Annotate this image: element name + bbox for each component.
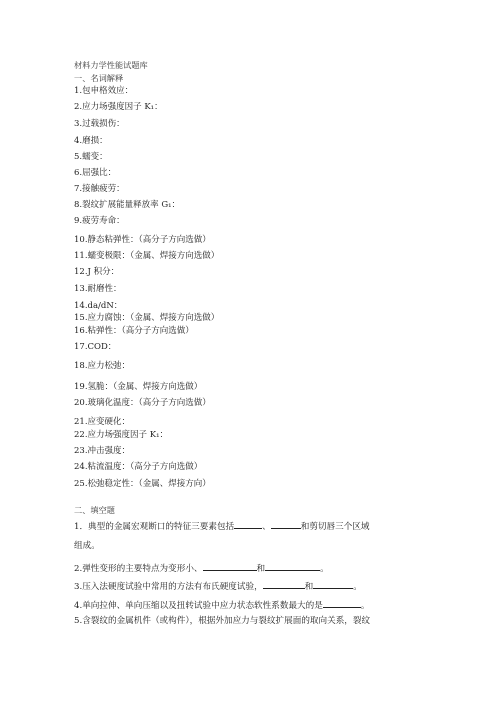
term-item: 12.J 积分： <box>74 267 120 277</box>
question-text: 4.单向拉伸、单向压缩以及扭转试验中应力状态软性系数最大的是 <box>74 601 323 611</box>
term-item: 3.过载损伤： <box>74 119 125 129</box>
term-item: 11.蠕变极限：（金属、焊接方向选做） <box>74 251 220 261</box>
section-heading-fill: 二、填空题 <box>74 505 115 515</box>
term-item: 18.应力松弛： <box>74 361 131 371</box>
term-item: 20.玻璃化温度：（高分子方向选做） <box>74 398 211 408</box>
term-item: 25.松弛稳定性：（金属、焊接方向） <box>74 479 211 489</box>
answer-blank <box>203 561 257 571</box>
term-item: 7.接触疲劳： <box>74 184 125 194</box>
fill-question-1-cont: 组成。 <box>74 541 100 551</box>
term-item: 10.静态粘弹性：（高分子方向选做） <box>74 235 211 245</box>
term-item: 23.冲击强度： <box>74 446 131 456</box>
question-text: 、 <box>262 522 271 532</box>
term-item: 22.应力场强度因子 K₁： <box>74 430 168 440</box>
term-item: 2.应力场强度因子 K₁： <box>74 102 163 112</box>
term-item: 8.裂纹扩展能量释放率 G₁： <box>74 200 181 210</box>
term-item: 14.da/dN： <box>74 301 123 311</box>
term-item: 15.应力腐蚀：（金属、焊接方向选做） <box>74 313 220 323</box>
fill-question-3 <box>74 579 362 593</box>
answer-blank <box>234 519 262 529</box>
question-text: 和 <box>256 564 266 574</box>
question-text: 2.弹性变形的主要特点为变形小、 <box>74 564 203 574</box>
answer-blank <box>313 579 353 589</box>
fill-question-5: 5.含裂纹的金属机件（或构件），根据外加应力与裂纹扩展面的取向关系，裂纹 <box>74 616 371 626</box>
document-title: 材料力学性能试题库 <box>74 60 148 70</box>
term-item: 19.氢脆：（金属、焊接方向选做） <box>74 382 203 392</box>
fill-question-4 <box>74 598 369 612</box>
term-item: 5.蠕变： <box>74 152 108 162</box>
answer-blank <box>271 519 301 529</box>
term-item: 9.疲劳寿命： <box>74 216 125 226</box>
answer-blank <box>265 561 320 571</box>
fill-question-2 <box>74 561 329 575</box>
fill-question-1 <box>74 519 370 533</box>
question-text: 。 <box>353 582 362 592</box>
answer-blank <box>323 598 361 608</box>
term-item: 4.磨损： <box>74 136 108 146</box>
question-text: 3.压入法硬度试验中常用的方法有布氏硬度试验， <box>74 582 263 592</box>
term-item: 6.屈强比： <box>74 168 117 178</box>
term-item: 16.粘弹性：（高分子方向选做） <box>74 326 194 336</box>
term-item: 21.应变硬化： <box>74 417 131 427</box>
question-text: 1．典型的金属宏观断口的特征三要素包括 <box>74 522 235 532</box>
term-item: 24.粘流温度：（高分子方向选做） <box>74 462 203 472</box>
term-item: 17.COD： <box>74 342 117 352</box>
section-heading-terms: 一、名词解释 <box>74 73 124 83</box>
question-text: 和剪切唇三个区域 <box>300 522 370 532</box>
question-text: 和 <box>304 582 314 592</box>
question-text: 。 <box>320 564 329 574</box>
term-item: 13.耐磨性： <box>74 284 122 294</box>
term-item: 1.包申格效应： <box>74 86 134 96</box>
answer-blank <box>263 579 305 589</box>
question-text: 。 <box>360 601 370 611</box>
